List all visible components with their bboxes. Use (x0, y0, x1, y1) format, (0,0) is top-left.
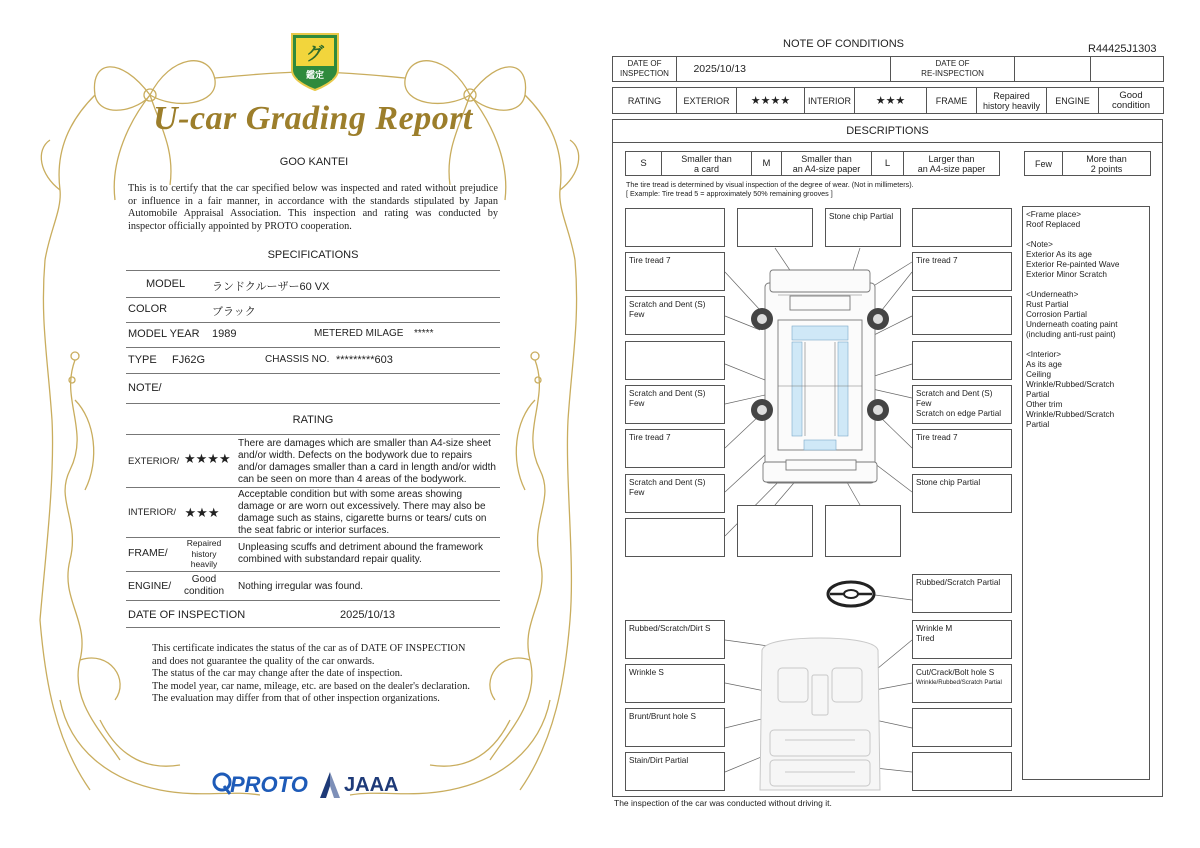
side-note-line: Wrinkle/Rubbed/Scratch (1026, 380, 1115, 389)
model-value: ランドクルーザー60 VX (212, 281, 330, 293)
date-of-inspection-label: DATE OF INSPECTION (613, 57, 677, 82)
note-box (737, 505, 813, 557)
divider (126, 270, 500, 271)
side-note-line: Ceiling (1026, 370, 1052, 379)
svg-text:鑑定: 鑑定 (305, 71, 325, 81)
side-note-line: <Note> (1026, 240, 1053, 249)
note-box (912, 708, 1012, 747)
exterior-stars: ★★★★ (737, 88, 805, 114)
divider (126, 627, 500, 628)
certificate-disclaimer (152, 643, 482, 706)
note-box-stone-chip-rear: Stone chip Partial (912, 474, 1012, 513)
note-box-tire-front-left: Tire tread 7 (625, 252, 725, 291)
issuer-logos (210, 768, 410, 802)
reference-number: R44425J1303 (1088, 43, 1157, 55)
exterior-label: EXTERIOR (677, 88, 737, 114)
inspection-dates-table (612, 56, 1164, 82)
divider (126, 373, 500, 374)
note-box-scratch-left-1: Scratch and Dent (S) Few (625, 296, 725, 335)
side-note-line (1026, 280, 1146, 290)
engine-label: ENGINE (1047, 88, 1099, 114)
svg-text:グ: グ (306, 44, 324, 65)
note-of-conditions-sheet (600, 0, 1200, 848)
engine-value: Good condition (1099, 88, 1164, 114)
side-note-line: <Interior> (1026, 350, 1062, 359)
side-note-line: <Frame place> (1026, 210, 1082, 219)
note-box-scratch-right: Scratch and Dent (S) Few Scratch on edge Partial (912, 385, 1012, 424)
legend-s-desc: Smaller than a card (662, 152, 752, 176)
exterior-description: There are damages which are smaller than A4-size sheet and/or width. Defects on the bodywork due to repairs and/or damages smaller than a card in length and/or width can be seen on more than 4 areas of the bodywork. (238, 438, 496, 485)
note-box-tire-front-right: Tire tread 7 (912, 252, 1012, 291)
tire-note-line: [ Example: Tire tread 5 = approximately 50% remaining grooves ] (626, 189, 833, 198)
exterior-stars: ★★★★ (184, 451, 231, 466)
rating-label: RATING (613, 88, 677, 114)
note-box-steering: Rubbed/Scratch Partial (912, 574, 1012, 613)
model-year-label: MODEL YEAR (128, 328, 200, 340)
jaaa-logo-icon (318, 770, 342, 800)
side-note-line: Corrosion Partial (1026, 310, 1087, 319)
note-box-scratch-left-3: Scratch and Dent (S) Few (625, 474, 725, 513)
damage-size-legend (625, 151, 1000, 176)
note-box-interior-right-2: Cut/Crack/Bolt hole S Wrinkle/Rubbed/Scratch Partial (912, 664, 1012, 703)
side-note-line (1026, 340, 1146, 350)
side-note-line: <Underneath> (1026, 290, 1079, 299)
side-note-line: Exterior Minor Scratch (1026, 270, 1107, 279)
metered-mileage-label: METERED MILAGE (314, 328, 404, 339)
divider (126, 571, 500, 572)
interior-label: INTERIOR (805, 88, 855, 114)
side-note-line: (including anti-rust paint) (1026, 330, 1116, 339)
note-box-interior-left-3: Brunt/Brunt hole S (625, 708, 725, 747)
divider (126, 434, 500, 435)
conditions-title: NOTE OF CONDITIONS (783, 38, 904, 50)
note-box-interior-left-4: Stain/Dirt Partial (625, 752, 725, 791)
note-box (625, 518, 725, 557)
model-label: MODEL (146, 278, 186, 290)
exterior-label: EXTERIOR/ (128, 456, 180, 467)
frame-value: Repaired history heavily (186, 538, 222, 569)
side-note-line: Exterior Re-painted Wave (1026, 260, 1120, 269)
side-note-line: Partial (1026, 390, 1050, 399)
date-of-inspection-value: 2025/10/13 (677, 57, 763, 82)
goo-kantei-badge-icon (288, 30, 342, 92)
note-box (825, 505, 901, 557)
rating-summary-table (612, 87, 1164, 114)
disclaimer-line: The model year, car name, mileage, etc. are based on the dealer's declaration. (152, 680, 470, 692)
note-box-interior-left-2: Wrinkle S (625, 664, 725, 703)
date-of-reinspection-label: DATE OF RE-INSPECTION (891, 57, 1015, 82)
exterior-rating-row (126, 437, 500, 487)
side-note-line: Exterior As its age (1026, 250, 1092, 259)
type-label: TYPE (128, 354, 157, 366)
divider (126, 487, 500, 488)
side-note-line: As its age (1026, 360, 1062, 369)
engine-description: Nothing irregular was found. (238, 581, 364, 592)
certification-statement: This is to certify that the car specified below was inspected and rated without prejudice or influence in a fair manner, in accordance with the standards stipulated by Japan Automobile Appraisal Association. This inspection and rating was conducted by inspector officially appointed by PROTO cooperation. (128, 183, 498, 232)
condition-side-notes (1022, 206, 1150, 780)
chassis-value: *********603 (336, 354, 393, 366)
side-note-line (1026, 230, 1146, 240)
legend-l-desc: Larger than an A4-size paper (904, 152, 1000, 176)
side-note-line: Rust Partial (1026, 300, 1069, 309)
note-box (912, 341, 1012, 380)
engine-rating-row (126, 573, 500, 599)
divider (126, 600, 500, 601)
engine-value: Good condition (183, 574, 225, 597)
disclaimer-line: The status of the car may change after the date of inspection. (152, 668, 403, 679)
divider (126, 347, 500, 348)
disclaimer-line: This certificate indicates the status of the car as of DATE OF INSPECTION and does not guarantee the quality of the car onwards. (152, 643, 466, 667)
note-box-stone-chip-top: Stone chip Partial (825, 208, 901, 247)
note-box-interior-left-1: Rubbed/Scratch/Dirt S (625, 620, 725, 659)
descriptions-heading: DESCRIPTIONS (612, 119, 1163, 143)
divider (126, 322, 500, 323)
chassis-label: CHASSIS NO. (265, 354, 330, 365)
legend-l: L (872, 152, 904, 176)
divider (126, 403, 500, 404)
interior-description: Acceptable condition but with some areas showing damage or are worn out excessively. There may also be damage such as stains, cigarette burns or tears/ cuts on the seat fabric or interior surfaces. (238, 489, 487, 536)
legend-few: Few (1025, 152, 1063, 176)
report-subtitle: GOO KANTEI (279, 156, 349, 168)
interior-label: INTERIOR/ (128, 507, 177, 518)
note-box (625, 208, 725, 247)
metered-mileage-value: ***** (414, 328, 434, 339)
note-box (737, 208, 813, 247)
frame-label: FRAME (927, 88, 977, 114)
date-of-inspection-value: 2025/10/13 (340, 609, 396, 621)
color-value: ブラック (212, 306, 256, 318)
note-box (912, 208, 1012, 247)
side-note-line: Underneath coating paint (1026, 320, 1118, 329)
note-box-scratch-left-2: Scratch and Dent (S) Few (625, 385, 725, 424)
note-box (912, 752, 1012, 791)
note-box-tire-rear-left: Tire tread 7 (625, 429, 725, 468)
inspection-footnote: The inspection of the car was conducted without driving it. (614, 798, 832, 808)
proto-logo-icon (212, 772, 232, 796)
interior-rating-row (126, 489, 500, 537)
color-label: COLOR (128, 303, 168, 315)
empty-cell (763, 57, 891, 82)
note-box (912, 296, 1012, 335)
empty-cell (1091, 57, 1164, 82)
type-value: FJ62G (172, 354, 206, 366)
frame-description: Unpleasing scuffs and detriment abound the framework combined with substandard repair quality. (238, 542, 483, 565)
proto-logo-text: PROTO (230, 772, 308, 797)
note-label: NOTE/ (128, 382, 162, 394)
tire-tread-note (626, 180, 914, 198)
few-legend (1024, 151, 1151, 176)
legend-m: M (752, 152, 782, 176)
divider (126, 297, 500, 298)
frame-label: FRAME/ (128, 547, 168, 559)
frame-value: Repaired history heavily (977, 88, 1047, 114)
engine-label: ENGINE/ (128, 580, 172, 592)
side-note-line: Partial (1026, 420, 1050, 429)
model-year-value: 1989 (212, 328, 237, 340)
side-note-line: Roof Replaced (1026, 220, 1081, 229)
legend-m-desc: Smaller than an A4-size paper (782, 152, 872, 176)
note-box (625, 341, 725, 380)
jaaa-logo-text: JAAA (344, 774, 399, 796)
side-note-line: Other trim (1026, 400, 1063, 409)
note-box-interior-right-1: Wrinkle M Tired (912, 620, 1012, 659)
tire-note-line: The tire tread is determined by visual inspection of the degree of wear. (Not in millimeters). (626, 180, 914, 189)
disclaimer-line: The evaluation may differ from that of other inspection organizations. (152, 693, 440, 704)
rating-heading: RATING (292, 414, 334, 426)
interior-stars: ★★★ (855, 88, 927, 114)
frame-rating-row (126, 538, 500, 570)
specifications-heading: SPECIFICATIONS (267, 249, 359, 261)
legend-s: S (626, 152, 662, 176)
legend-few-desc: More than 2 points (1063, 152, 1151, 176)
interior-stars: ★★★ (184, 505, 220, 520)
date-of-inspection-label: DATE OF INSPECTION (128, 609, 246, 621)
report-title: U-car Grading Report (153, 100, 473, 137)
date-of-reinspection-value (1015, 57, 1091, 82)
side-note-line: Wrinkle/Rubbed/Scratch (1026, 410, 1115, 419)
note-box-tire-rear-right: Tire tread 7 (912, 429, 1012, 468)
